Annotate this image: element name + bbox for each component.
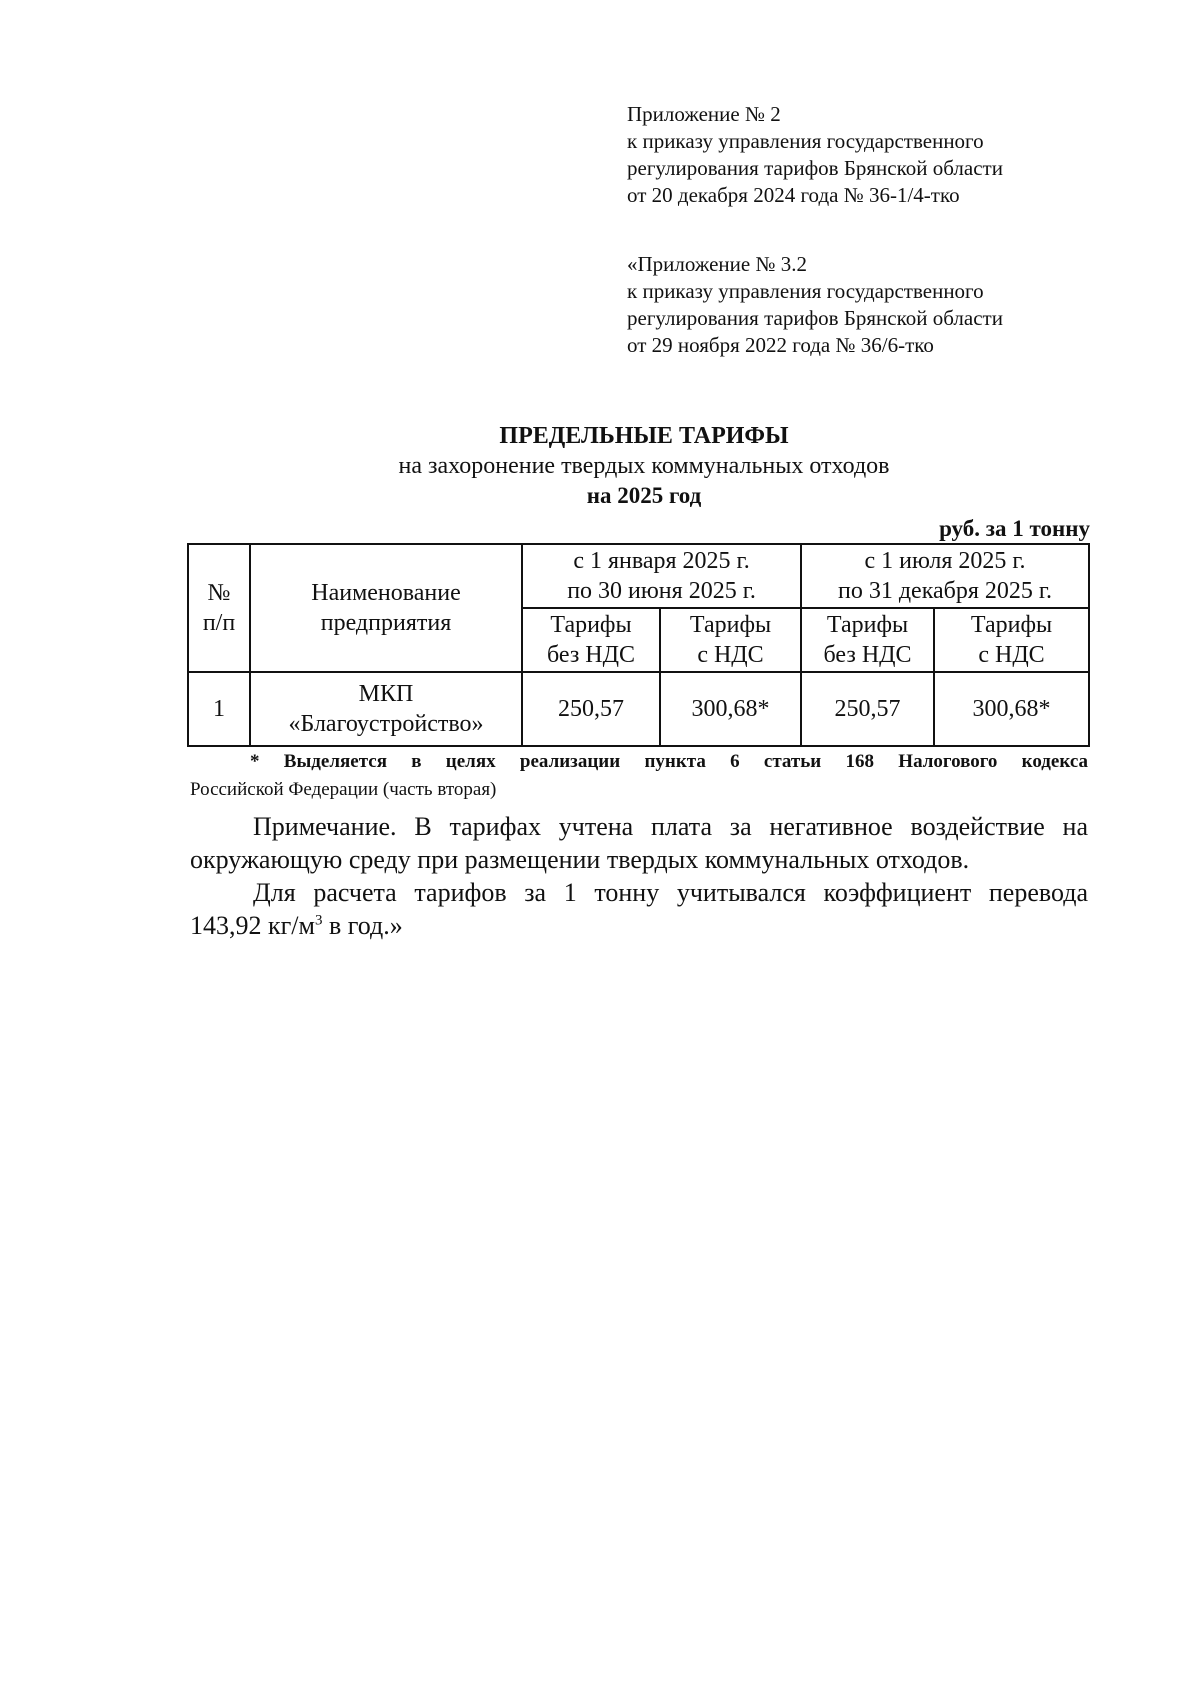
header-number: № п/п (188, 544, 250, 672)
appendix-number: Приложение № 2 (627, 102, 781, 126)
row-period2-tariff-without-vat: 250,57 (801, 672, 934, 746)
row-period2-tariff-with-vat: 300,68* (934, 672, 1089, 746)
header-tariff-without-vat: Тарифы без НДС (522, 608, 660, 672)
appendix-header-current (627, 101, 1003, 209)
note-line: Примечание. В тарифах учтена плата за негативное воздействие на (253, 812, 1088, 841)
appendix-header-original (627, 251, 1003, 359)
table-header-row (188, 544, 1089, 608)
header-tariff-with-vat: Тарифы с НДС (934, 608, 1089, 672)
appendix-order-date: от 20 декабря 2024 года № 36-1/4-тко (627, 183, 960, 207)
title-main: ПРЕДЕЛЬНЫЕ ТАРИФЫ (499, 423, 789, 449)
unit-exponent: 3 (314, 912, 323, 929)
row-period1-tariff-with-vat: 300,68* (660, 672, 801, 746)
note-paragraph (190, 810, 1088, 843)
row-enterprise-name: МКП «Благоустройство» (250, 672, 522, 746)
note-line: окружающую среду при размещении твердых коммунальных отходов. (190, 845, 970, 874)
tariff-table (187, 543, 1090, 747)
note-line: Для расчета тарифов за 1 тонну учитывался коэффициент перевода (253, 878, 1088, 907)
appendix-order-date: от 29 ноября 2022 года № 36/6-тко (627, 333, 934, 357)
header-tariff-with-vat: Тарифы с НДС (660, 608, 801, 672)
appendix-order-line: к приказу управления государственного (627, 279, 984, 303)
row-period1-tariff-without-vat: 250,57 (522, 672, 660, 746)
unit-label: руб. за 1 тонну (939, 516, 1090, 541)
row-number: 1 (188, 672, 250, 746)
coefficient-tail: в год.» (322, 911, 403, 940)
title-subtitle: на захоронение твердых коммунальных отходов (398, 453, 890, 479)
header-enterprise-name: Наименование предприятия (250, 544, 522, 672)
note-paragraph (190, 876, 1088, 909)
coefficient-value: 143,92 кг/м (190, 911, 315, 940)
title-year: на 2025 год (586, 483, 702, 508)
header-period-1: с 1 января 2025 г. по 30 июня 2025 г. (522, 544, 801, 608)
header-period-2: с 1 июля 2025 г. по 31 декабря 2025 г. (801, 544, 1089, 608)
conversion-coefficient (190, 909, 1088, 942)
appendix-order-line: регулирования тарифов Брянской области (627, 156, 1003, 180)
table-footnote (190, 748, 1088, 804)
appendix-number: «Приложение № 3.2 (627, 252, 807, 276)
footnote-line: Российской Федерации (часть вторая) (190, 779, 497, 800)
appendix-order-line: к приказу управления государственного (627, 129, 984, 153)
header-tariff-without-vat: Тарифы без НДС (801, 608, 934, 672)
note-section (190, 810, 1088, 942)
footnote-line: * Выделяется в целях реализации пункта 6 статьи 168 Налогового кодекса (250, 751, 1088, 772)
table-row (188, 672, 1089, 746)
document-title (190, 421, 1098, 511)
appendix-order-line: регулирования тарифов Брянской области (627, 306, 1003, 330)
